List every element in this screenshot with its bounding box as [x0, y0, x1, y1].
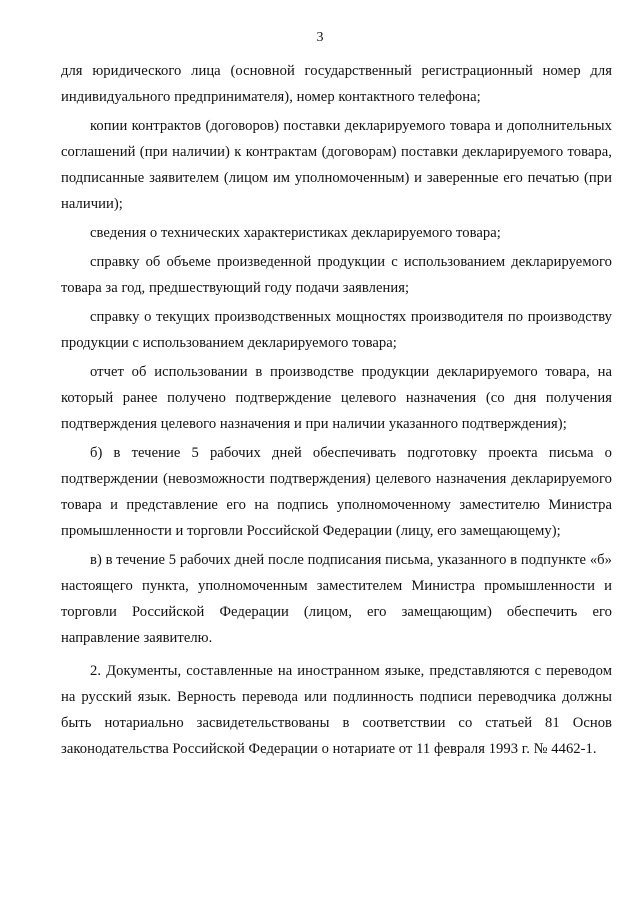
paragraph-contact-info: для юридического лица (основной государственный регистрационный номер для индивидуального предпринимателя), номер контактного телефона;	[61, 63, 612, 105]
paragraph-technical-specs: сведения о технических характеристиках декларируемого товара;	[90, 225, 501, 241]
paragraph-production-volume: справку об объеме произведенной продукции с использованием декларируемого товара за год, предшествующий году подачи заявления;	[61, 254, 612, 296]
document-body	[61, 58, 612, 762]
paragraph-contract-copies: копии контрактов (договоров) поставки декларируемого товара и дополнительных соглашений (при наличии) к контрактам (договорам) поставки декларируемого товара, подписанные заявителем (лицом им уполномоченным) и заверенные его печатью (при наличии);	[61, 118, 612, 212]
page-number: 3	[316, 30, 324, 45]
paragraph-production-capacity: справку о текущих производственных мощностях производителя по производству продукции с использованием декларируемого товара;	[61, 309, 612, 351]
paragraph-item-v: в) в течение 5 рабочих дней после подписания письма, указанного в подпункте «б» настоящего пункта, уполномоченным заместителем Министра промышленности и торговли Российской Федерации (лицом, его замещающим) обеспечить его направление заявителю.	[61, 552, 612, 646]
paragraph-item-b: б) в течение 5 рабочих дней обеспечивать подготовку проекта письма о подтверждении (невозможности подтверждения) целевого назначения декларируемого товара и представление его на подпись уполномоченному заместителю Министра промышленности и торговли Российской Федерации (лицу, его замещающему);	[61, 445, 612, 539]
paragraph-section-2: 2. Документы, составленные на иностранном языке, представляются с переводом на русский язык. Верность перевода или подлинность подписи переводчика должны быть нотариально засвидетельствованы в соответствии со статьей 81 Основ законодательства Российской Федерации о нотариате от 11 февраля 1993 г. № 4462-1.	[61, 663, 612, 757]
paragraph-usage-report: отчет об использовании в производстве продукции декларируемого товара, на который ранее получено подтверждение целевого назначения (со дня получения подтверждения целевого назначения и при наличии указанного подтверждения);	[61, 364, 612, 432]
